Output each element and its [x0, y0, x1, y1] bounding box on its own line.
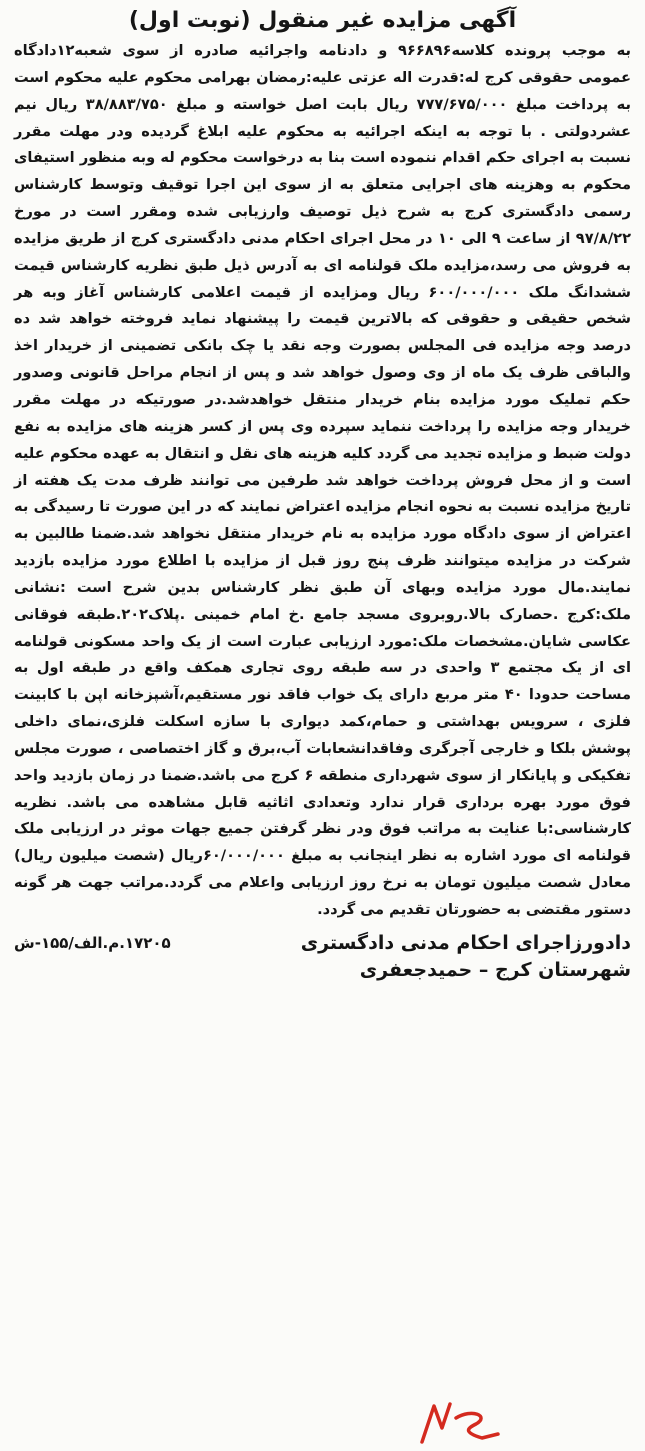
notice-title: آگهی مزایده غیر منقول (نوبت اول): [128, 8, 517, 33]
footer-row-1: [14, 930, 631, 957]
handwritten-signature: [412, 1398, 502, 1448]
issuing-authority: دادورزاجرای احکام مدنی دادگستری: [300, 931, 631, 954]
notice-footer: [14, 930, 631, 984]
notice-body: به موجب پرونده کلاسه۹۶۶۸۹۶ و دادنامه واجرائیه صادره از سوی شعبه۱۲دادگاه عمومی حقوقی کرج له:قدرت اله عزتی علیه:رمضان بهرامی محکوم علیه محکوم است به پرداخت مبلغ ۷۷۷/۶۷۵/۰۰۰ ریال بابت اصل خواسته و مبلغ ۳۸/۸۸۳/۷۵۰ ریال نیم عشردولتی . با توجه به اینکه اجرائیه به محکوم علیه ابلاغ گردیده ودر مهلت مقرر نسبت به اجرای حکم اقدام ننموده است بنا به درخواست محکوم له وبه منظور استیفای محکوم به وهزینه های اجرایی متعلق به از سوی این اجرا توقیف وتوسط کارشناس رسمی دادگستری کرج به شرح ذیل توصیف وارزیابی شده ومقرر است در مورخ ۹۷/۸/۲۲ از ساعت ۹ الی ۱۰ در محل اجرای احکام مدنی دادگستری کرج از طریق مزایده به فروش می رسد،مزایده ملک قولنامه ای به آدرس ذیل طبق نظریه کارشناس قیمت ششدانگ ملک ۶۰۰/۰۰۰/۰۰۰ ریال ومزایده از قیمت اعلامی کارشناس آغاز وبه هر شخص حقیقی و حقوقی که بالاترین قیمت را پیشنهاد نماید فروخته خواهد شد ده درصد وجه مزایده فی المجلس بصورت وجه نقد یا چک بانکی تضمینی از خریدار اخذ والباقی ظرف یک ماه از وی وصول خواهد شد و پس از انجام مراحل قانونی وصدور حکم تملیک مورد مزایده بنام خریدار منتقل خواهدشد.در صورتیکه در مهلت مقرر خریدار وجه مزایده را پرداخت ننماید سپرده وی پس از کسر هزینه های مزایده به نفع دولت ضبط و مزایده تجدید می گردد کلیه هزینه های نقل و انتقال به عهده محکوم علیه است و از محل فروش پرداخت خواهد شد طرفین می توانند ظرف مدت یک هفته از تاریخ مزایده نسبت به نحوه انجام مزایده اعتراض نمایند که در این صورت تا رسیدگی به اعتراض از سوی دادگاه مورد مزایده به نام خریدار منتقل نخواهد شد.ضمنا طالبین به شرکت در مزایده میتوانند ظرف پنج روز قبل از مزایده با اطلاع مورد مزایده بازدید نمایند.مال مورد مزایده وبهای آن طبق نظر کارشناس بدین شرح است :نشانی ملک:کرج .حصارک بالا.روبروی مسجد جامع .خ امام خمینی .پلاک۲۰۲.طبقه فوقانی عکاسی شایان.مشخصات ملک:مورد ارزیابی عبارت است از یک واحد مسکونی قولنامه ای از یک مجتمع ۳ واحدی در سه طبقه روی تجاری همکف واقع در طبقه اول به مساحت حدودا ۴۰ متر مربع دارای یک خواب فاقد نور مستقیم،آشپزخانه اپن با کابینت فلزی ، سرویس بهداشتی و حمام،کمد دیواری با سازه اسکلت فلزی،نمای داخلی پوشش بلکا و خارجی آجرگری وفاقدانشعابات آب،برق و گاز اختصاصی ، صورت مجلس تفکیکی و پایانکار از سوی شهرداری منطقه ۶ کرج می باشد.ضمنا در زمان بازدید واحد فوق مورد بهره برداری قرار ندارد وتعدادی اثاثیه قابل مشاهده می باشد. نظریه کارشناسی:با عنایت به مراتب فوق ودر نظر گرفتن جمیع جهات موثر در ارزیابی ملک قولنامه ای مورد اشاره به نظر اینجانب به مبلغ ۶۰/۰۰۰/۰۰۰ریال (شصت میلیون ریال) معادل شصت میلیون تومان به نرخ روز ارزیابی واعلام می گردد.مراتب جهت هر گونه دستور مقتضی به حضورتان تقدیم می گردد.: [14, 42, 632, 918]
issuing-officer: شهرستان کرج – حمیدجعفری: [359, 958, 631, 981]
notice-code: ۱۷۲۰۵.م.الف/۱۵۵-ش: [14, 933, 171, 952]
